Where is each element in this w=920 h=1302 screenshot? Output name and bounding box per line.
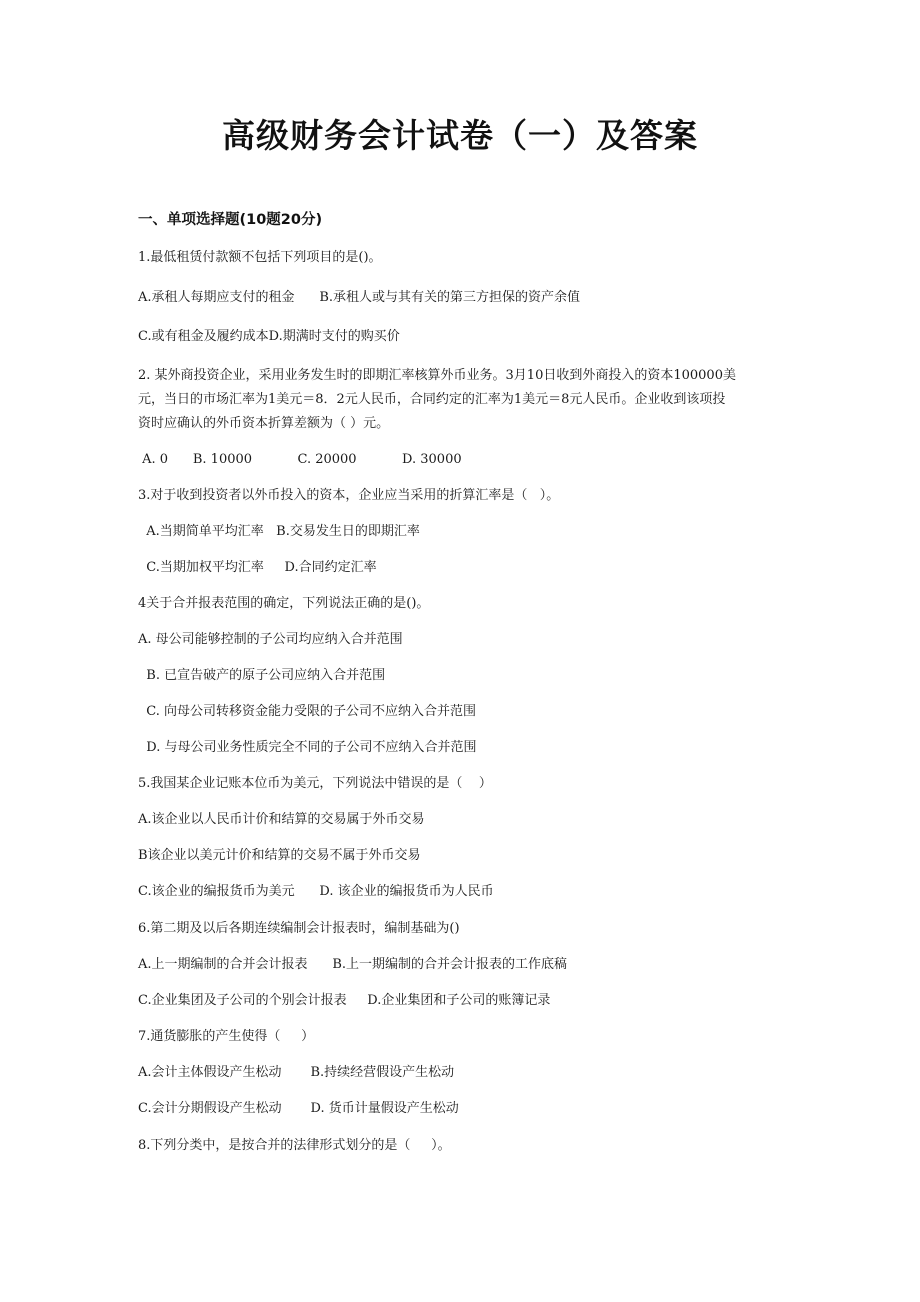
question-4-option-d: D. 与母公司业务性质完全不同的子公司不应纳入合并范围 — [138, 740, 477, 755]
question-4-option-a: A. 母公司能够控制的子公司均应纳入合并范围 — [138, 632, 403, 647]
question-7-options-ab: A.会计主体假设产生松动 B.持续经营假设产生松动 — [138, 1065, 455, 1080]
question-2-line-3: 资时应确认的外币资本折算差额为（ ）元。 — [138, 416, 390, 431]
question-2-line-1: 2. 某外商投资企业，采用业务发生时的即期汇率核算外币业务。3月10日收到外商投入的资本100000美 — [138, 368, 736, 383]
question-6-options-ab: A.上一期编制的合并会计报表 B.上一期编制的合并会计报表的工作底稿 — [138, 957, 568, 972]
question-5-option-a: A.该企业以人民币计价和结算的交易属于外币交易 — [138, 812, 425, 827]
question-4-option-b: B. 已宣告破产的原子公司应纳入合并范围 — [138, 668, 386, 683]
page-title: 高级财务会计试卷（一）及答案 — [222, 116, 698, 155]
question-3-options-cd: C.当期加权平均汇率 D.合同约定汇率 — [138, 560, 377, 575]
question-5-options-cd: C.该企业的编报货币为美元 D. 该企业的编报货币为人民币 — [138, 884, 494, 899]
question-6-options-cd: C.企业集团及子公司的个别会计报表 D.企业集团和子公司的账簿记录 — [138, 993, 551, 1008]
question-4-option-c: C. 向母公司转移资金能力受限的子公司不应纳入合并范围 — [138, 704, 477, 719]
question-5: 5.我国某企业记账本位币为美元，下列说法中错误的是（ ） — [138, 776, 492, 791]
question-1-options-ab: A.承租人每期应支付的租金 B.承租人或与其有关的第三方担保的资产余值 — [138, 290, 581, 305]
question-2-line-2: 元，当日的市场汇率为1美元＝8．2元人民币，合同约定的汇率为1美元＝8元人民币。企业收到该项投 — [138, 392, 726, 407]
question-5-option-b: B该企业以美元计价和结算的交易不属于外币交易 — [138, 848, 421, 863]
question-3: 3.对于收到投资者以外币投入的资本，企业应当采用的折算汇率是（ ）。 — [138, 488, 560, 503]
question-7: 7.通货膨胀的产生使得（ ） — [138, 1029, 315, 1044]
question-4: 4关于合并报表范围的确定，下列说法正确的是()。 — [138, 596, 430, 611]
question-3-options-ab: A.当期简单平均汇率 B.交易发生日的即期汇率 — [138, 524, 420, 539]
section-heading: 一、单项选择题(10题20分) — [138, 212, 323, 228]
question-1-options-cd: C.或有租金及履约成本D.期满时支付的购买价 — [138, 329, 400, 344]
question-7-options-cd: C.会计分期假设产生松动 D. 货币计量假设产生松动 — [138, 1101, 459, 1116]
question-6: 6.第二期及以后各期连续编制会计报表时，编制基础为() — [138, 921, 460, 936]
question-2-options: A. 0 B. 10000 C. 20000 D. 30000 — [138, 452, 462, 467]
question-8: 8.下列分类中，是按合并的法律形式划分的是（ ）。 — [138, 1138, 451, 1153]
question-1: 1.最低租赁付款额不包括下列项目的是()。 — [138, 250, 382, 265]
